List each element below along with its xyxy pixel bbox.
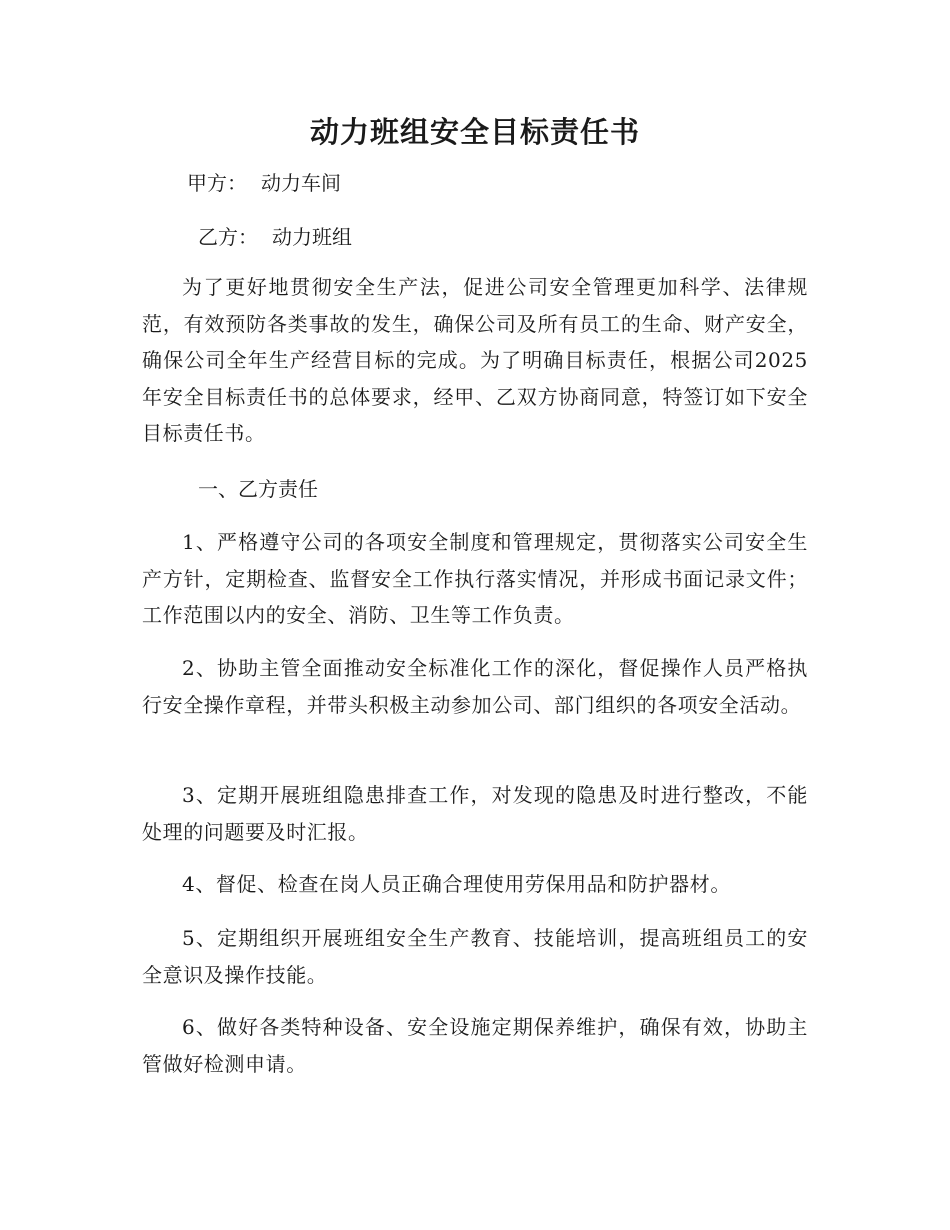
party-b-value: 动力班组 xyxy=(272,225,352,249)
party-b-line xyxy=(198,222,352,252)
party-a-line xyxy=(187,168,341,198)
responsibility-item-2: 2、协助主管全面推动安全标准化工作的深化，督促操作人员严格执行安全操作章程，并带头积极主动参加公司、部门组织的各项安全活动。 xyxy=(142,656,808,717)
responsibility-item-5: 5、定期组织开展班组安全生产教育、技能培训，提高班组员工的安全意识及操作技能。 xyxy=(142,926,808,987)
party-b-label: 乙方： xyxy=(198,225,258,249)
responsibility-item-3: 3、定期开展班组隐患排查工作，对发现的隐患及时进行整改，不能处理的问题要及时汇报。 xyxy=(142,783,808,844)
party-a-label: 甲方： xyxy=(187,171,247,195)
intro-paragraph: 为了更好地贯彻安全生产法，促进公司安全管理更加科学、法律规范，有效预防各类事故的发生，确保公司及所有员工的生命、财产安全，确保公司全年生产经营目标的完成。为了明确目标责任，根据公司2025年安全目标责任书的总体要求，经甲、乙双方协商同意，特签订如下安全目标责任书。 xyxy=(142,275,808,445)
responsibility-item-4: 4、督促、检查在岗人员正确合理使用劳保用品和防护器材。 xyxy=(182,872,731,896)
responsibility-item-1: 1、严格遵守公司的各项安全制度和管理规定，贯彻落实公司安全生产方针，定期检查、监督安全工作执行落实情况，并形成书面记录文件；工作范围以内的安全、消防、卫生等工作负责。 xyxy=(142,530,808,627)
section-heading: 一、乙方责任 xyxy=(198,477,318,501)
responsibility-item-6: 6、做好各类特种设备、安全设施定期保养维护，确保有效，协助主管做好检测申请。 xyxy=(142,1015,808,1076)
party-a-value: 动力车间 xyxy=(261,171,341,195)
document-title: 动力班组安全目标责任书 xyxy=(309,115,640,149)
